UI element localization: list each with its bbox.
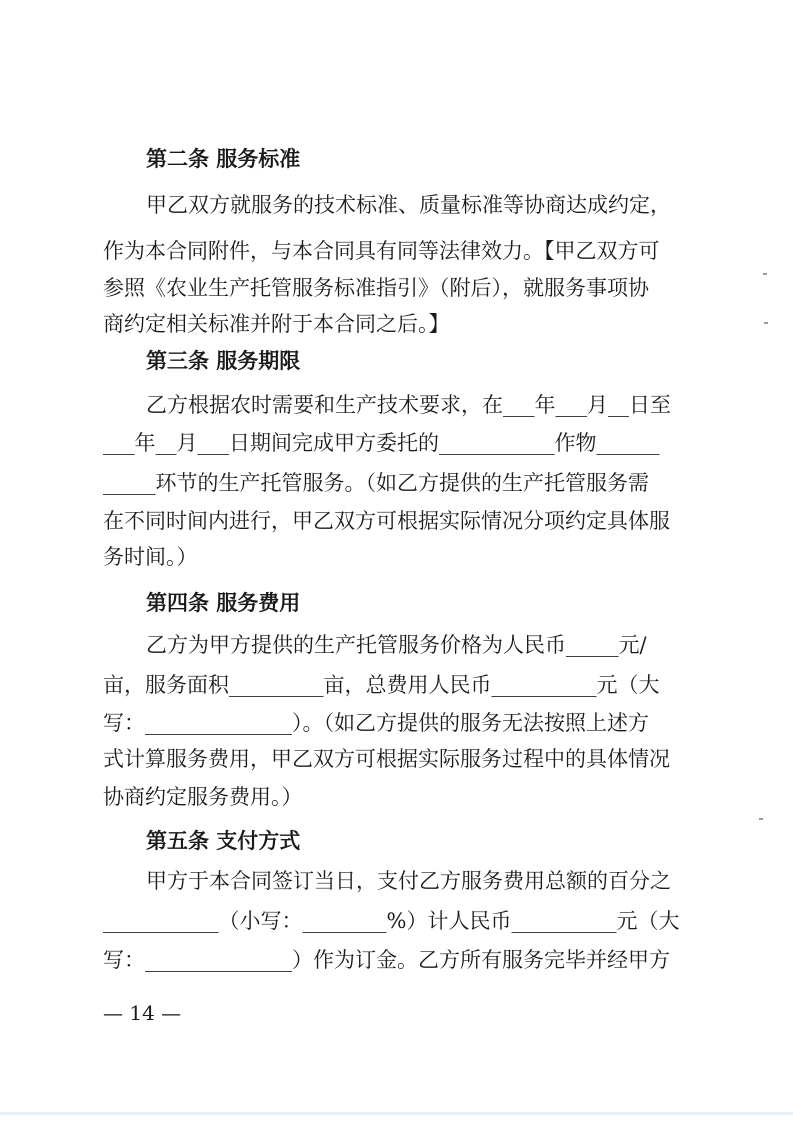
paragraph-line: 甲方于本合同签订当日，支付乙方服务费用总额的百分之 xyxy=(146,869,671,893)
paragraph-line: _____环节的生产托管服务。（如乙方提供的生产托管服务需 xyxy=(103,471,649,495)
paragraph-line: 写：______________）。（如乙方提供的服务无法按照上述方 xyxy=(103,711,649,735)
paragraph-line: 参照《农业生产托管服务标准指引》（附后），就服务事项协 xyxy=(103,276,649,300)
paragraph-line: 作为本合同附件，与本合同具有同等法律效力。【甲乙双方可 xyxy=(103,239,660,263)
page-number: — 14 — xyxy=(103,1001,182,1025)
scan-speck xyxy=(763,273,767,275)
paragraph-line: 甲乙双方就服务的技术标准、质量标准等协商达成约定， xyxy=(146,193,671,217)
scan-edge xyxy=(0,1112,793,1115)
paragraph-line: 式计算服务费用，甲乙双方可根据实际服务过程中的具体情况 xyxy=(103,747,670,771)
scan-speck xyxy=(764,322,768,324)
paragraph-line: 在不同时间内进行，甲乙双方可根据实际情况分项约定具体服 xyxy=(103,509,670,533)
paragraph-line: ___________（小写：________%）计人民币__________元（大 xyxy=(103,909,680,933)
scan-speck xyxy=(759,818,763,820)
paragraph-line: 商约定相关标准并附于本合同之后。】 xyxy=(103,312,450,336)
paragraph-line: 务时间。） xyxy=(103,545,198,569)
paragraph-line: 写：______________）作为订金。乙方所有服务完毕并经甲方 xyxy=(103,948,670,972)
paragraph-line: 乙方为甲方提供的生产托管服务价格为人民币_____元/ xyxy=(146,633,647,657)
section-heading-4: 第四条 服务费用 xyxy=(146,591,301,615)
section-heading-2: 第二条 服务标准 xyxy=(146,147,301,171)
section-heading-5: 第五条 支付方式 xyxy=(146,829,301,853)
paragraph-line: 乙方根据农时需要和生产技术要求，在___年___月__日至 xyxy=(146,393,671,417)
paragraph-line: 协商约定服务费用。） xyxy=(103,785,303,809)
paragraph-line: 亩，服务面积_________亩，总费用人民币__________元（大 xyxy=(103,673,660,697)
section-heading-3: 第三条 服务期限 xyxy=(146,349,301,373)
paragraph-line: ___年__月___日期间完成甲方委托的___________作物______ xyxy=(103,431,660,455)
